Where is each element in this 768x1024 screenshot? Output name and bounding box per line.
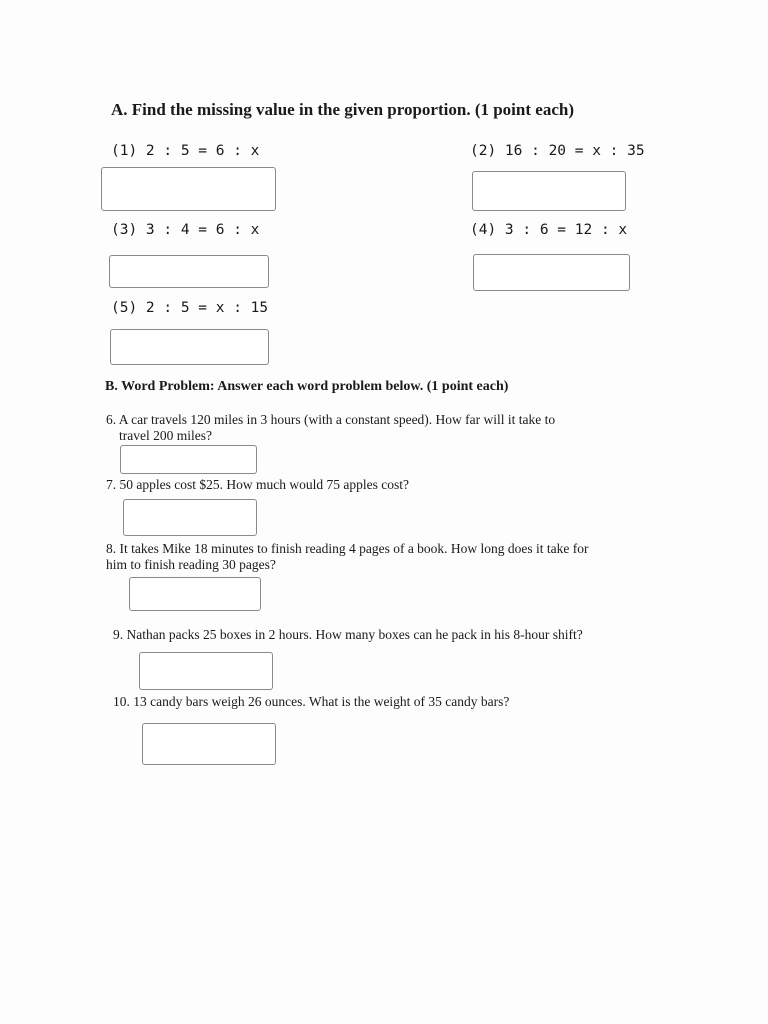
answer-box-8[interactable] — [129, 577, 261, 611]
question-8-line-1: 8. It takes Mike 18 minutes to finish reading 4 pages of a book. How long does it take for — [106, 541, 589, 556]
answer-box-7[interactable] — [123, 499, 257, 536]
answer-box-9[interactable] — [139, 652, 273, 690]
problem-1: (1) 2 : 5 = 6 : x — [111, 143, 260, 159]
question-6-line-2: travel 200 miles? — [119, 428, 212, 443]
answer-box-5[interactable] — [110, 329, 269, 365]
section-a-heading: A. Find the missing value in the given proportion. (1 point each) — [111, 100, 574, 119]
problem-3: (3) 3 : 4 = 6 : x — [111, 222, 260, 238]
answer-box-10[interactable] — [142, 723, 276, 765]
answer-box-2[interactable] — [472, 171, 626, 211]
question-7: 7. 50 apples cost $25. How much would 75 apples cost? — [106, 477, 409, 492]
answer-box-4[interactable] — [473, 254, 630, 291]
problem-2: (2) 16 : 20 = x : 35 — [470, 143, 645, 159]
question-8-line-2: him to finish reading 30 pages? — [106, 557, 276, 572]
answer-box-1[interactable] — [101, 167, 276, 211]
answer-box-6[interactable] — [120, 445, 257, 474]
question-10: 10. 13 candy bars weigh 26 ounces. What is the weight of 35 candy bars? — [113, 694, 510, 709]
problem-4: (4) 3 : 6 = 12 : x — [470, 222, 628, 238]
section-b-heading: B. Word Problem: Answer each word problem below. (1 point each) — [105, 379, 509, 394]
answer-box-3[interactable] — [109, 255, 269, 288]
problem-5: (5) 2 : 5 = x : 15 — [111, 300, 269, 316]
question-6-line-1: 6. A car travels 120 miles in 3 hours (with a constant speed). How far will it take to — [106, 412, 556, 427]
question-9: 9. Nathan packs 25 boxes in 2 hours. How many boxes can he pack in his 8-hour shift? — [113, 627, 583, 642]
